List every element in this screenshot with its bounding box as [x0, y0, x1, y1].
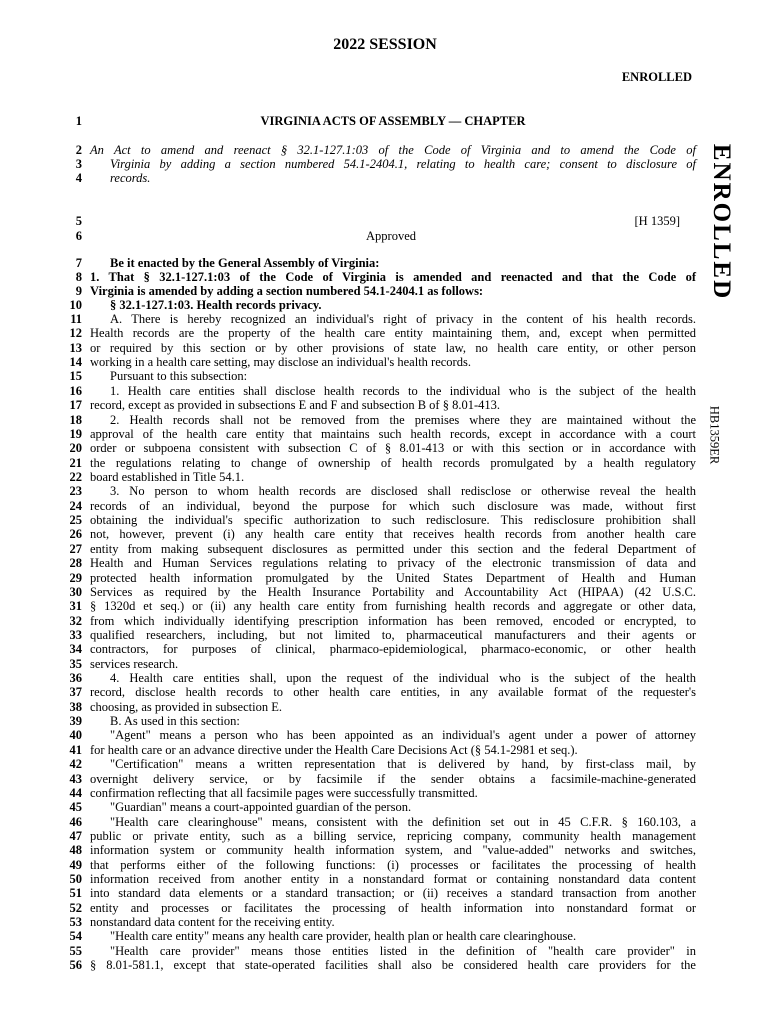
- line-number: 9: [75, 284, 82, 298]
- section-heading: § 32.1-127.1:03. Health records privacy.: [110, 298, 322, 312]
- body-line: entity from making subsequent disclosures as permitted under this section and the federal Department of: [90, 542, 696, 556]
- line-number: 30: [69, 585, 82, 599]
- body-line: public or private entity, such as a billing service, repricing company, community health management: [90, 829, 696, 843]
- line-number: 34: [69, 642, 82, 656]
- line-number: 40: [69, 728, 82, 742]
- line-number: 16: [69, 384, 82, 398]
- line-number: 56: [69, 958, 82, 972]
- line-number: 10: [69, 298, 82, 312]
- line-number: 12: [69, 326, 82, 340]
- line-number: 14: [69, 355, 82, 369]
- line-number: 36: [69, 671, 82, 685]
- line-number: 29: [69, 571, 82, 585]
- body-line: "Health care provider" means those entities listed in the definition of "health care provider" in: [110, 944, 696, 958]
- body-line: protected health information promulgated by the United States Department of Health and Human: [90, 571, 696, 585]
- body-line: Health records are the property of the health care entity maintaining them, and, except when permitted: [90, 326, 696, 340]
- body-line: obtaining the individual's specific authorization to such redisclosure. This redisclosure prohibition shall: [90, 513, 696, 527]
- body-line: for health care or an advance directive under the Health Care Decisions Act (§ 54.1-2981 et seq.).: [90, 743, 578, 757]
- body-line: Virginia is amended by adding a section numbered 54.1-2404.1 as follows:: [90, 284, 484, 298]
- body-line: "Health care clearinghouse" means, consistent with the definition set out in 45 C.F.R. § 160.103, a: [110, 815, 696, 829]
- line-number: 51: [69, 886, 82, 900]
- line-number: 35: [69, 657, 82, 671]
- body-line: contractors, for purposes of clinical, pharmaco-epidemiological, pharmaco-economic, or other health: [90, 642, 696, 656]
- body-line: "Health care entity" means any health care provider, health plan or health care clearinghouse.: [110, 929, 577, 943]
- side-bill-text: HB1359ER: [707, 405, 722, 465]
- line-number: 47: [69, 829, 82, 843]
- line-number: 11: [70, 312, 82, 326]
- body-line: record, disclose health records to other health care entities, in any available format of the requester's: [90, 685, 696, 699]
- act-summary-line: records.: [110, 171, 151, 185]
- body-line: choosing, as provided in subsection E.: [90, 700, 282, 714]
- line-number: 42: [69, 757, 82, 771]
- body-line: board established in Title 54.1.: [90, 470, 245, 484]
- body-line: confirmation reflecting that all facsimile pages were successfully transmitted.: [90, 786, 478, 800]
- body-line: that performs either of the following functions: (i) processes or facilitates the processing of health: [90, 858, 696, 872]
- line-number: 19: [69, 427, 82, 441]
- line-number: 3: [75, 157, 82, 171]
- body-line: "Agent" means a person who has been appointed as an individual's agent under a power of attorney: [110, 728, 696, 742]
- line-number: 23: [69, 484, 82, 498]
- body-line: "Certification" means a written representation that is delivered by hand, by first-class mail, by: [110, 757, 696, 771]
- line-number: 6: [75, 229, 82, 243]
- line-number: 24: [69, 499, 82, 513]
- line-number: 28: [69, 556, 82, 570]
- body-line: Pursuant to this subsection:: [110, 369, 248, 383]
- body-line: 3. No person to whom health records are disclosed shall redisclose or otherwise reveal the health: [110, 484, 696, 498]
- body-line: working in a health care setting, may disclose an individual's health records.: [90, 355, 471, 369]
- line-number: 1: [75, 114, 82, 128]
- body-line: 1. Health care entities shall disclose health records to the individual who is the subject of the health: [110, 384, 696, 398]
- line-number: 41: [69, 743, 82, 757]
- line-number: 25: [69, 513, 82, 527]
- body-line: the regulations relating to change of ownership of health records promulgated by a health regulatory: [90, 456, 696, 470]
- body-line: entity and processes or facilitates the processing of health information into nonstandard format or: [90, 901, 696, 915]
- body-line: or required by this section or by other provisions of state law, no health care entity, or other person: [90, 341, 696, 355]
- body-line: information system or community health information system, and "value-added" networks and switches,: [90, 843, 696, 857]
- line-number: 50: [69, 872, 82, 886]
- act-summary-line: An Act to amend and reenact § 32.1-127.1:03 of the Code of Virginia and to amend the Code of: [90, 143, 696, 157]
- line-number: 20: [69, 441, 82, 455]
- line-number: 37: [69, 685, 82, 699]
- line-number: 39: [69, 714, 82, 728]
- body-line: information received from another entity in a nonstandard format or containing nonstandard data content: [90, 872, 696, 886]
- line-number: 38: [69, 700, 82, 714]
- body-line: approval of the health care entity that maintains such health records, except in accordance with a court: [90, 427, 696, 441]
- line-number: 17: [69, 398, 82, 412]
- body-line: A. There is hereby recognized an individual's right of privacy in the content of his health records.: [110, 312, 696, 326]
- body-line: order or subpoena consistent with subsection C of § 8.01-413 or with this section or in accordance with: [90, 441, 696, 455]
- line-number: 33: [69, 628, 82, 642]
- approved-label: Approved: [366, 229, 416, 243]
- line-number: 48: [69, 843, 82, 857]
- line-number: 53: [69, 915, 82, 929]
- line-number: 21: [69, 456, 82, 470]
- line-number: 18: [69, 413, 82, 427]
- act-summary-line: Virginia by adding a section numbered 54.1-2404.1, relating to health care; consent to disclosure of: [110, 157, 696, 171]
- line-number: 2: [75, 143, 82, 157]
- enacting-clause: Be it enacted by the General Assembly of Virginia:: [110, 256, 380, 270]
- body-line: qualified researchers, including, but not limited to, pharmaceutical manufacturers and their agents or: [90, 628, 696, 642]
- line-number: 55: [69, 944, 82, 958]
- line-number: 5: [75, 214, 82, 228]
- body-line: Health and Human Services regulations relating to privacy of the electronic transmission of data and: [90, 556, 696, 570]
- line-number: 4: [75, 171, 82, 185]
- body-line: services research.: [90, 657, 179, 671]
- line-number: 26: [69, 527, 82, 541]
- line-number: 54: [69, 929, 82, 943]
- line-number: 52: [69, 901, 82, 915]
- body-line: § 1320d et seq.) or (ii) any health care entity from furnishing health records and aggregate or other data,: [90, 599, 696, 613]
- body-line: 2. Health records shall not be removed from the premises where they are maintained without the: [110, 413, 696, 427]
- session-heading: 2022 SESSION: [333, 36, 437, 53]
- body-line: not, however, prevent (i) any health care entity that receives health records from another health care: [90, 527, 696, 541]
- line-number: 15: [69, 369, 82, 383]
- line-number: 27: [69, 542, 82, 556]
- line-number: 45: [69, 800, 82, 814]
- body-line: 4. Health care entities shall, upon the request of the individual who is the subject of the health: [110, 671, 696, 685]
- body-line: "Guardian" means a court-appointed guardian of the person.: [110, 800, 412, 814]
- body-line: 1. That § 32.1-127.1:03 of the Code of Virginia is amended and reenacted and that the Code of: [90, 270, 696, 284]
- body-line: from which individually identifying prescription information has been removed, encoded or encrypted, to: [90, 614, 696, 628]
- enrolled-label: ENROLLED: [621, 70, 692, 84]
- body-line: into standard data elements or a standard transaction; or (ii) receives a standard transaction from another: [90, 886, 696, 900]
- line-number: 46: [69, 815, 82, 829]
- act-title: VIRGINIA ACTS OF ASSEMBLY –– CHAPTER: [260, 114, 526, 128]
- body-line: Services as required by the Health Insurance Portability and Accountability Act (HIPAA) (42 U.S.C.: [90, 585, 696, 599]
- body-line: records of an individual, beyond the purpose for which such disclosure was made, without first: [90, 499, 696, 513]
- line-number: 49: [69, 858, 82, 872]
- line-number: 7: [75, 256, 82, 270]
- line-number: 43: [69, 772, 82, 786]
- body-line: B. As used in this section:: [110, 714, 240, 728]
- body-line: record, except as provided in subsections E and F and subsection B of § 8.01-413.: [90, 398, 500, 412]
- bill-number: [H 1359]: [634, 214, 680, 228]
- body-line: overnight delivery service, or by facsimile if the sender obtains a facsimile-machine-generated: [90, 772, 696, 786]
- line-number: 32: [69, 614, 82, 628]
- side-enrolled-text: ENROLLED: [708, 143, 735, 301]
- line-number: 8: [75, 270, 82, 284]
- line-number: 22: [69, 470, 82, 484]
- line-number: 44: [69, 786, 82, 800]
- line-number: 13: [69, 341, 82, 355]
- body-line: § 8.01-581.1, except that state-operated facilities shall also be considered health care providers for the: [90, 958, 696, 972]
- line-number: 31: [69, 599, 82, 613]
- body-line: nonstandard data content for the receiving entity.: [90, 915, 335, 929]
